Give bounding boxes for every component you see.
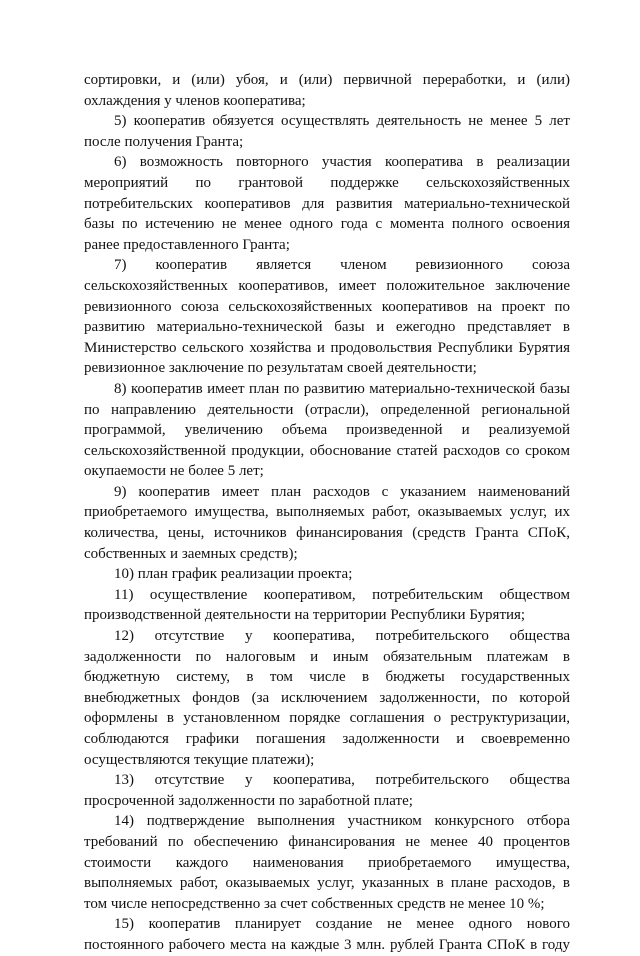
paragraph-first-line: 15) кооператив планирует создание не менее одного нового [114, 916, 570, 933]
text-line: постоянного рабочего места на каждые 3 млн. рублей Гранта СПоК в году [84, 936, 570, 953]
text-line: стоимости каждого наименования приобретаемого имущества, [84, 854, 570, 871]
text-line: по направлению деятельности (отрасли), определенной региональной [84, 401, 570, 418]
paragraph-first-line: 9) кооператив имеет план расходов с указанием наименований [114, 483, 570, 500]
text-line: ревизионного союза сельскохозяйственных кооперативов на проект по [84, 298, 570, 315]
paragraph-first-line: 13) отсутствие у кооператива, потребительского общества [114, 772, 570, 789]
text-line: мероприятий по грантовой поддержке сельскохозяйственных [84, 174, 570, 191]
paragraph-first-line: 8) кооператив имеет план по развитию материально-технической базы [114, 380, 570, 397]
paragraph-first-line: 5) кооператив обязуется осуществлять деятельность не менее 5 лет [114, 113, 570, 130]
text-line: Министерство сельского хозяйства и продовольствия Республики Бурятия [84, 339, 570, 356]
text-line: том числе непосредственно за счет собственных средств не менее 10 %; [84, 895, 545, 912]
paragraph-first-line: 12) отсутствие у кооператива, потребительского общества [114, 628, 570, 645]
text-line: требований по обеспечению финансирования не менее 40 процентов [84, 833, 570, 850]
text-line: программой, увеличению объема произведенной и реализуемой [84, 422, 570, 439]
paragraph-first-line: 10) план график реализации проекта; [114, 566, 353, 583]
text-line: просроченной задолженности по заработной плате; [84, 792, 413, 809]
text-line: охлаждения у членов кооператива; [84, 92, 306, 109]
document-body [84, 70, 570, 956]
text-line: осуществляются текущие платежи); [84, 751, 315, 768]
paragraph-first-line: 6) возможность повторного участия кооператива в реализации [114, 154, 570, 171]
text-line: развитию материально-технической базы и ежегодно представляет в [84, 319, 570, 336]
text-line: производственной деятельности на территории Республики Бурятия; [84, 607, 526, 624]
paragraph-first-line: 14) подтверждение выполнения участником конкурсного отбора [114, 813, 570, 830]
text-line: окупаемости не более 5 лет; [84, 463, 264, 480]
text-line: после получения Гранта; [84, 133, 244, 150]
text-line: бюджетную систему, в том числе в бюджеты государственных [84, 669, 570, 686]
text-line: сельскохозяйственных кооперативов, имеет положительное заключение [84, 277, 570, 294]
text-line: базы по истечению не менее одного года с момента полного освоения [84, 216, 570, 233]
text-line: сельскохозяйственной продукции, обоснование статей расходов со сроком [84, 442, 570, 459]
text-line: соблюдаются графики погашения задолженности и своевременно [84, 731, 570, 747]
text-line: потребительских кооперативов для развития материально-технической [84, 195, 570, 212]
text-line: количества, цены, источников финансирования (средств Гранта СПоК, [84, 525, 570, 542]
text-line: ревизионное заключение по результатам своей деятельности; [84, 360, 477, 377]
text-line: ранее предоставленного Гранта; [84, 236, 290, 253]
text-line: оформлены в установленном порядке соглашения о реструктуризации, [84, 710, 570, 727]
text-line: собственных и заемных средств); [84, 545, 298, 562]
text-line: внебюджетных фондов (за исключением задолженности, по которой [84, 689, 570, 706]
text-line: выполняемых работ, оказываемых услуг, указанных в плане расходов, в [84, 875, 570, 892]
paragraph-first-line: 7) кооператив является членом ревизионного союза [114, 257, 570, 274]
text-line: сортировки, и (или) убоя, и (или) первичной переработки, и (или) [84, 72, 570, 88]
text-line: задолженности по налоговым и иным обязательным платежам в [84, 648, 570, 665]
paragraph-first-line: 11) осуществление кооперативом, потребительским обществом [114, 586, 570, 603]
text-line: приобретаемого имущества, выполняемых работ, оказываемых услуг, их [84, 504, 570, 521]
